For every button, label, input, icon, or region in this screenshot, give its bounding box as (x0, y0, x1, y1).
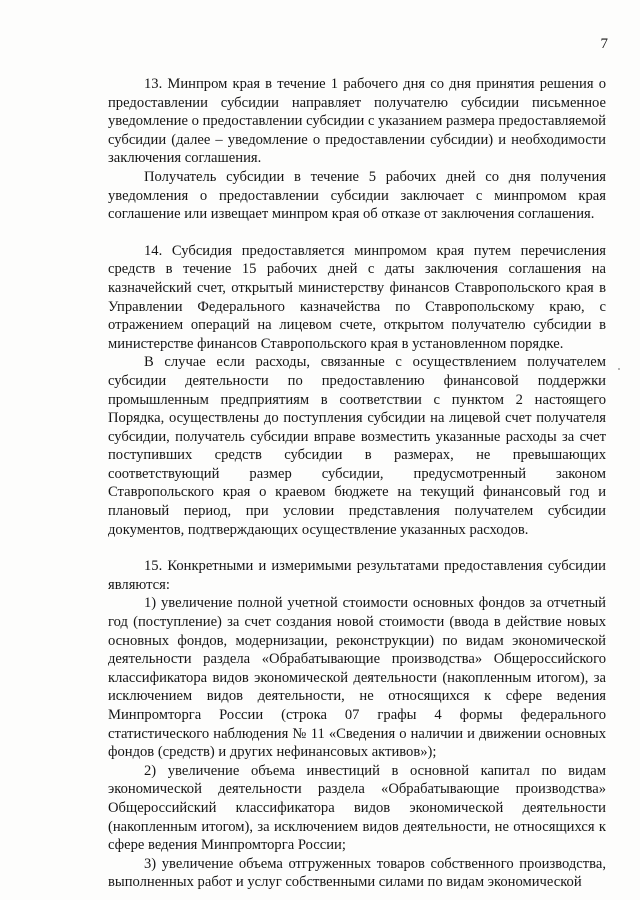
paragraph-14-expenses: В случае если расходы, связанные с осуществлением получателем субсидии деятельности по предоставлению финансовой поддержки промышленным предприятиям в соответствии с пунктом 2 настоящего Порядка, осуществлены до поступления субсидии на лицевой счет получателя субсидии, получатель субсидии вправе возместить указанные расходы за счет поступивших средств субсидии в размерах, не превышающих соответствующий размер субсидии, предусмотренный законом Ставропольского края о краевом бюджете на текущий финансовый год и плановый период, при условии представления получателем субсидии документов, подтверждающих осуществление указанных расходов. (108, 354, 606, 538)
scan-speck (618, 368, 620, 370)
paragraph-13-recipient: Получатель субсидии в течение 5 рабочих дней со дня получения уведомления о предоставлении субсидии заключает с минпромом края соглашение или извещает минпром края об отказе от заключения соглашения. (108, 168, 606, 223)
page-number: 7 (600, 36, 608, 52)
paragraph-15: 15. Конкретными и измеримыми результатами предоставления субсидии являются: (108, 558, 606, 593)
paragraph-15-item-3: 3) увеличение объема отгруженных товаров собственного производства, выполненных работ и услуг собственными силами по видам экономической (108, 855, 606, 891)
paragraph-15-item-2: 2) увеличение объема инвестиций в основной капитал по видам экономической деятельности раздела «Обрабатывающие производства» Общероссийский классификатора видов экономической деятельности (накопленным итогом), за исключением видов деятельности, не относящихся к сфере ведения Минпромторга России; (108, 762, 606, 854)
paragraph-13: 13. Минпром края в течение 1 рабочего дня со дня принятия решения о предоставлении субсидии направляет получателю субсидии письменное уведомление о предоставлении субсидии с указанием размера предоставляемой субсидии (далее – уведомление о предоставлении субсидии) и необходимости заключения соглашения. (108, 76, 606, 167)
document-body (108, 75, 606, 892)
paragraph-14: 14. Субсидия предоставляется минпромом края путем перечисления средств в течение 15 рабочих дней с даты заключения соглашения на казначейский счет, открытый министерству финансов Ставропольского края в Управлении Федерального казначейства по Ставропольскому краю, с отражением операций на лицевом счете, открытом получателю субсидии в министерстве финансов Ставропольского края в установленном порядке. (108, 242, 606, 352)
paragraph-15-item-1: 1) увеличение полной учетной стоимости основных фондов за отчетный год (поступление) за счет создания новой стоимости (ввода в действие новых основных фондов, модернизации, реконструкции) по видам экономической деятельности раздела «Обрабатывающие производства» Общероссийского классификатора видов экономической деятельности (накопленным итогом), за исключением видов деятельности, не относящихся к сфере ведения Минпромторга России (строка 07 графы 4 формы федерального статистического наблюдения № 11 «Сведения о наличии и движении основных фондов (средств) и других нефинансовых активов»); (108, 595, 606, 761)
